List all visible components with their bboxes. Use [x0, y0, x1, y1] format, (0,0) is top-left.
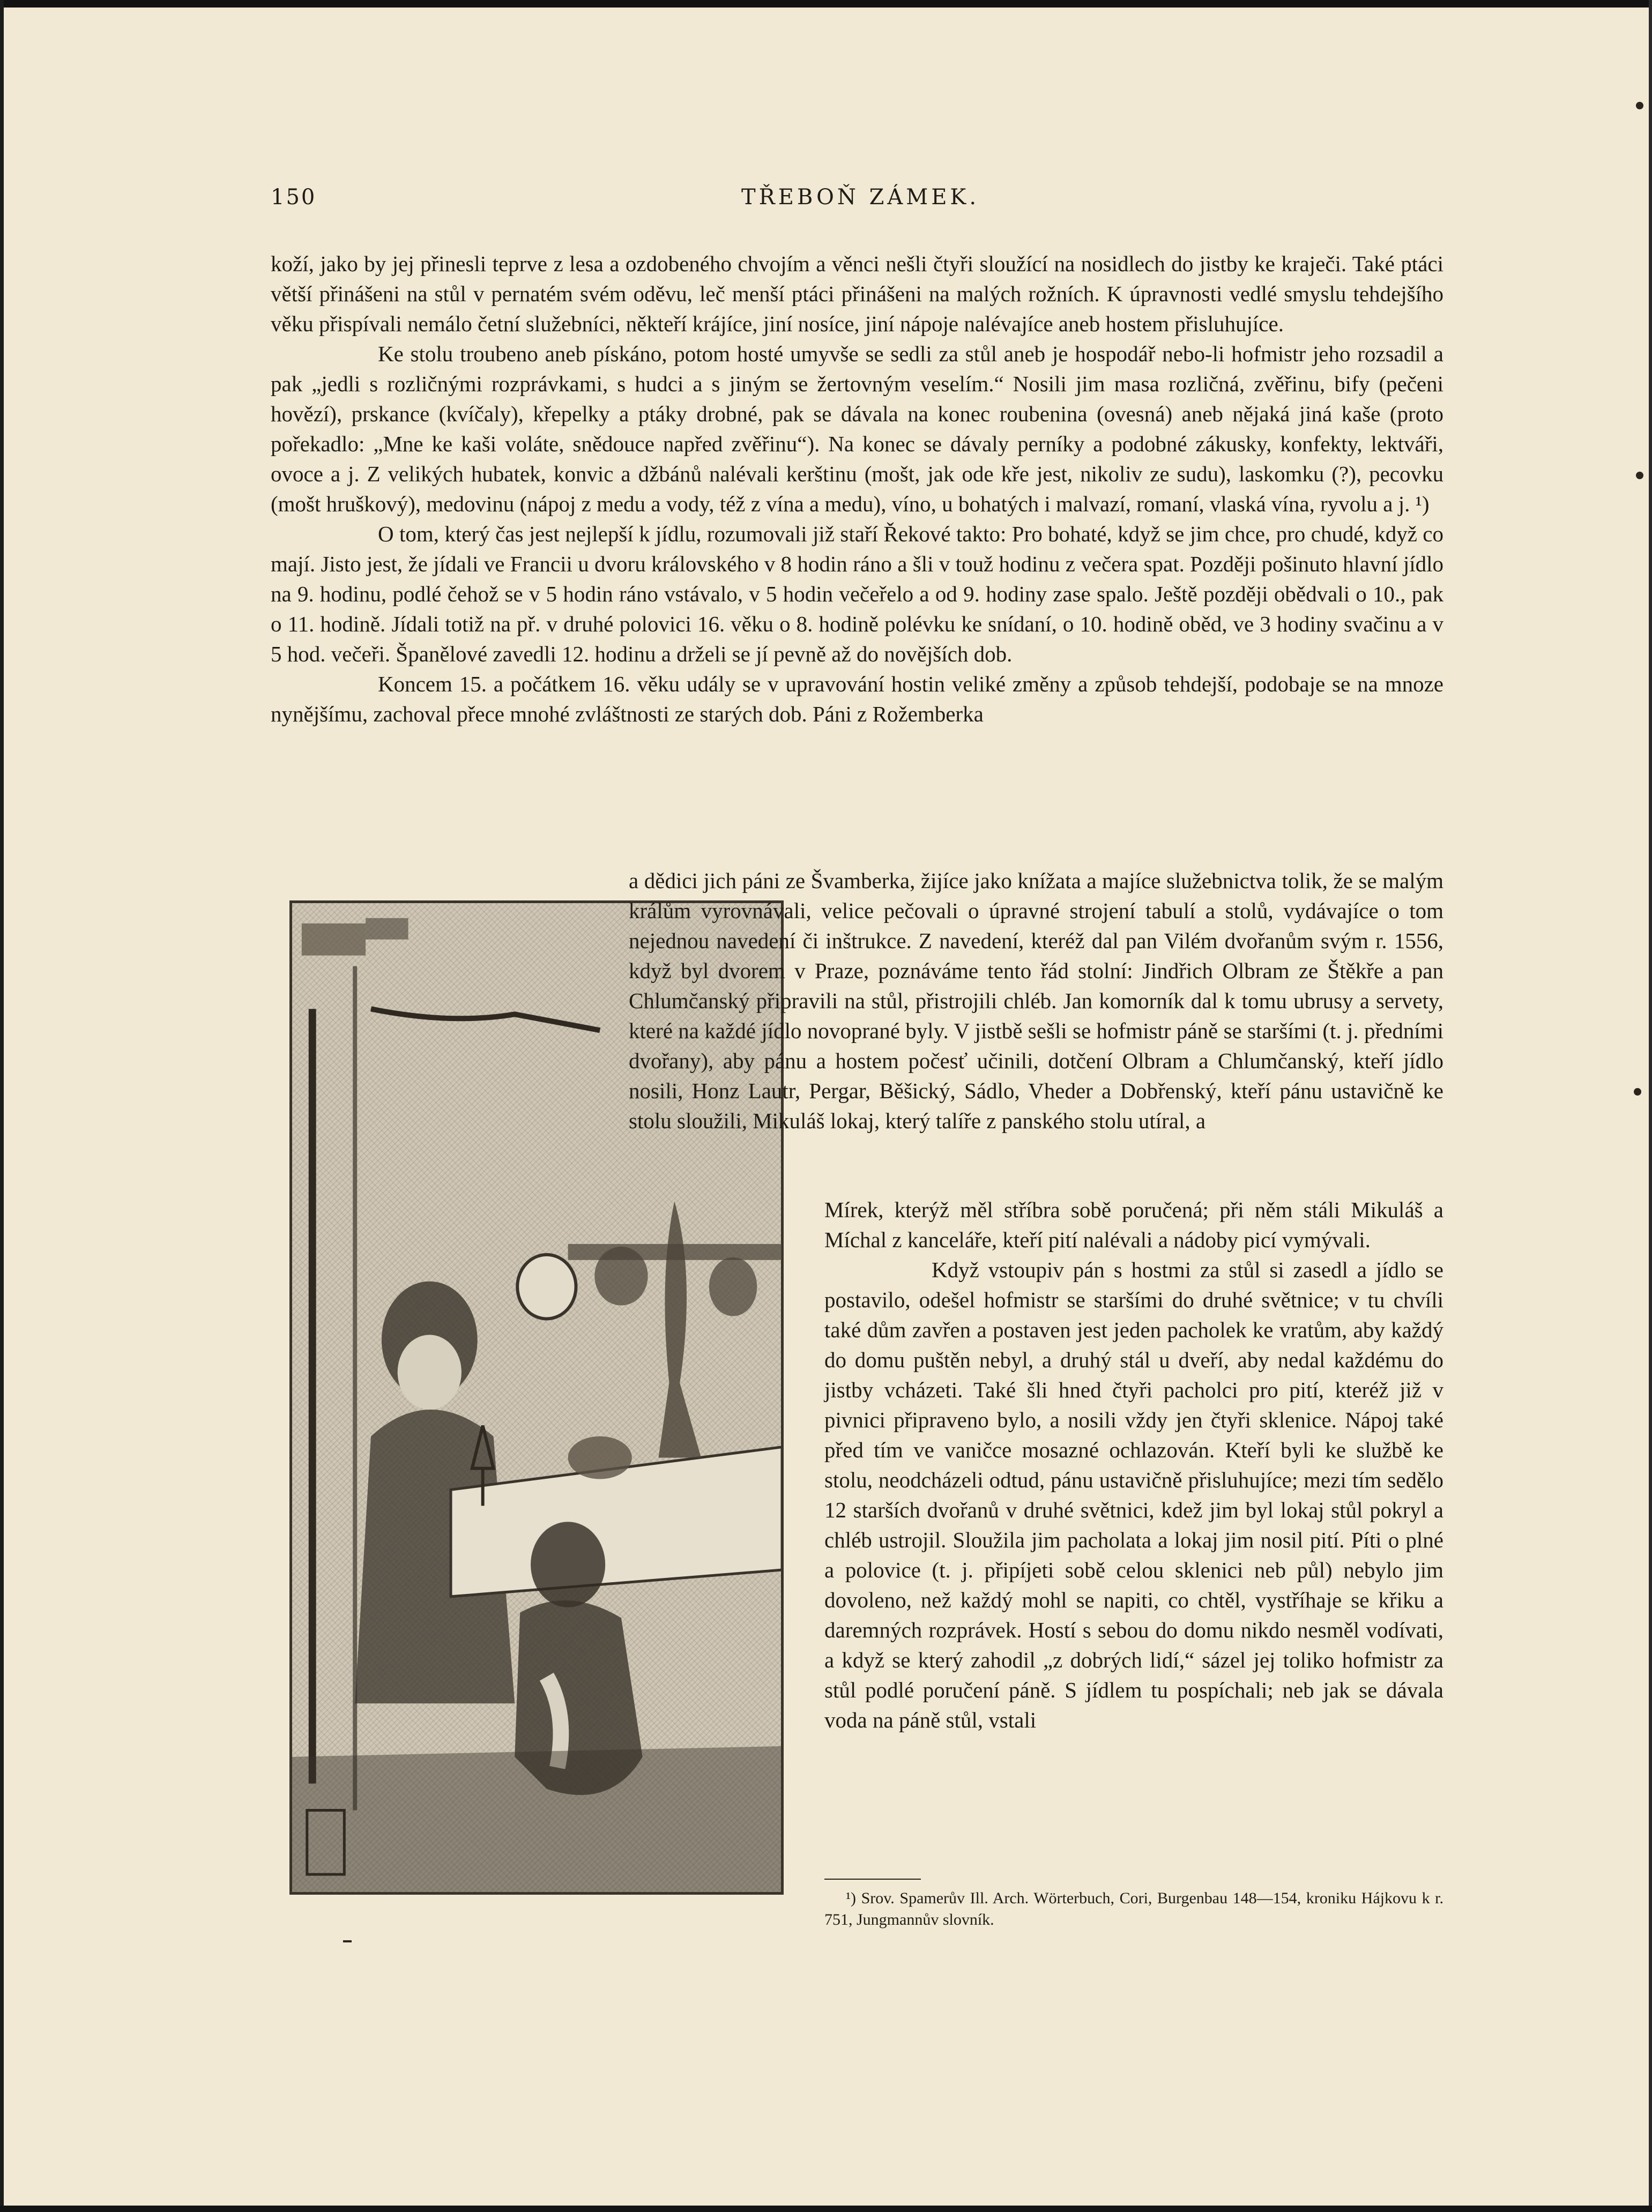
- scan-edge-top: [0, 0, 1652, 8]
- scan-edge-bottom: [0, 2206, 1652, 2212]
- paragraph: Když vstoupiv pán s hostmi za stůl si zasedl a jídlo se postavilo, odešel hofmistr se staršími do druhé světnice; v tu chvíli také dům zavřen a postaven jest jeden pacholek ke vratům, aby každý do domu puštěn nebyl, a druhý stál u dveří, aby nedal každému do jistby vcházeti. Také šli hned čtyři pacholci pro pití, kteréž již v pivnici připraveno bylo, a nosili vždy jen čtyři sklenice. Nápoj také před tím ve vaničce mosazné ochlazován. Kteří byli ke službě ke stolu, neodcházeli odtud, pánu ustavičně přisluhujíce; mezi tím sedělo 12 starších dvořanů v druhé světnici, kdež jim byl lokaj stůl pokryl a chléb ustrojil. Sloužila jim pacholata a lokaj jim nosil pití. Píti o plné a polovice (t. j. připíjeti sobě celou sklenici neb půl) nebylo jim dovoleno, než každý mohl se napiti, co chtěl, vystříhaje se křiku a daremných rozprávek. Hostí s sebou do domu nikdo nesměl vodívati, a když se který zahodil „z dobrých lidí,“ sázel jej toliko hofmistr za stůl podlé poručení páně. S jídlem tu pospíchali; neb jak se dávala voda na páně stůl, vstali: [824, 1257, 1443, 1732]
- paragraph: Mírek, kterýž měl stříbra sobě poručená; při něm stáli Mikuláš a Míchal z kanceláře, kteří pití nalévali a nádoby picí vymývali.: [824, 1197, 1443, 1252]
- paragraph: O tom, který čas jest nejlepší k jídlu, rozumovali již staří Řekové takto: Pro bohaté, když se jim chce, pro chudé, když co mají. Jisto jest, že jídali ve Francii u dvoru královského v 8 hodin ráno a šli v touž hodinu z večera spat. Později pošinuto hlavní jídlo na 9. hodinu, podlé čehož se v 5 hodin ráno vstávalo, v 5 hodin večeřelo a od 9. hodiny zase spalo. Ještě později obědvali o 10., pak o 11. hodině. Jídali totiž na př. v druhé polovici 16. věku o 8. hodině polévku ke snídaní, o 10. hodině oběd, ve 3 hodiny svačinu a v 5 hod. večeři. Španělové zavedli 12. hodinu a drželi se jí pevně až do novějších dob.: [271, 522, 1443, 666]
- scan-edge-right: [1649, 0, 1652, 2212]
- scan-edge-left: [0, 0, 4, 2212]
- scan-speck-mark: [1636, 472, 1643, 479]
- scan-speck-mark: [1636, 102, 1643, 109]
- paragraph: a dědici jich páni ze Švamberka, žijíce jako knížata a majíce služebnictva tolik, že se malým králům vyrovnávali, velice pečovali o úpravné strojení tabulí a stolů, vydávajíce o tom nejednou navedení či inštrukce. Z navedení, kteréž dal pan Vilém dvořanům svým r. 1556, když byl dvorem v Praze, poznáváme tento řád stolní: Jindřich Olbram ze Štěkře a pan Chlumčanský připravili na stůl, přistrojili chléb. Jan komorník dal k tomu ubrusy a servety, které na každé jídlo novoprané byly. V jistbě sešli se hofmistr páně se staršími (t. j. předními dvořany), aby pánu a hostem počesť učinili, dotčení Olbram a Chlumčanský, kteří jídlo nosili, Honz Lautr, Pergar, Běšický, Sádlo, Vheder a Dobřenský, kteří pánu ustavičně ke stolu sloužili, Mikuláš lokaj, který talíře z panského stolu utíral, a: [629, 868, 1443, 1133]
- text-block-mid: [629, 866, 1443, 1136]
- footnote: ¹) Srov. Spamerův Ill. Arch. Wörterbuch, Cori, Burgenbau 148—154, kroniku Hájkovu k r. 751, Jungmannův slovník.: [824, 1889, 1443, 1928]
- scan-speck-mark: [343, 1940, 352, 1942]
- paragraph: koží, jako by jej přinesli teprve z lesa a ozdobeného chvojím a věnci nešli čtyři sloužící na nosidlech do jistby ke kraječi. Také ptáci větší přinášeni na stůl v pernatém svém oděvu, leč menší ptáci přinášeni na malých rožních. K úpravnosti vedlé smyslu tehdejšího věku přispívali nemálo četní služebníci, někteří krájíce, jiní nosíce, jiní nápoje nalévajíce aneb hostem přisluhujíce.: [271, 251, 1443, 336]
- scan-speck-mark: [1634, 1088, 1641, 1096]
- footnote-rule: [824, 1879, 921, 1880]
- page-number: 150: [271, 185, 317, 210]
- text-block-top: [271, 249, 1443, 729]
- page-header: [271, 185, 1450, 222]
- paragraph: Koncem 15. a počátkem 16. věku udály se v upravování hostin veliké změny a způsob tehdejší, podobaje se na mnoze nynějšímu, zachoval přece mnohé zvláštnosti ze starých dob. Páni z Rožemberka: [271, 672, 1443, 726]
- text-block-bottom: [824, 1195, 1443, 1735]
- running-title: TŘEBOŇ ZÁMEK.: [741, 185, 980, 210]
- paragraph: Ke stolu troubeno aneb pískáno, potom hosté umyvše se sedli za stůl aneb je hospodář nebo-li hofmistr jeho rozsadil a pak „jedli s rozličnými rozprávkami, s hudci a s jiným se žertovným veselím.“ Nosili jim masa rozličná, zvěřinu, bify (pečeni hovězí), prskance (kvíčaly), křepelky a ptáky drobné, pak se dávala na konec roubenina (ovesná) aneb nějaká jiná kaše (proto pořekadlo: „Mne ke kaši voláte, snědouce napřed zvěřinu“). Na konec se dávaly perníky a podobné zákusky, konfekty, lektváři, ovoce a j. Z velikých hubatek, konvic a džbánů nalévali kerštinu (mošt, jak ode kře jest, nikoliv ze sudu), laskomku (?), pecovku (mošt hruškový), medovinu (nápoj z medu a vody, též z vína a medu), víno, u bohatých i malvazí, romaní, vlaská vína, ryvolu a j. ¹): [271, 341, 1443, 516]
